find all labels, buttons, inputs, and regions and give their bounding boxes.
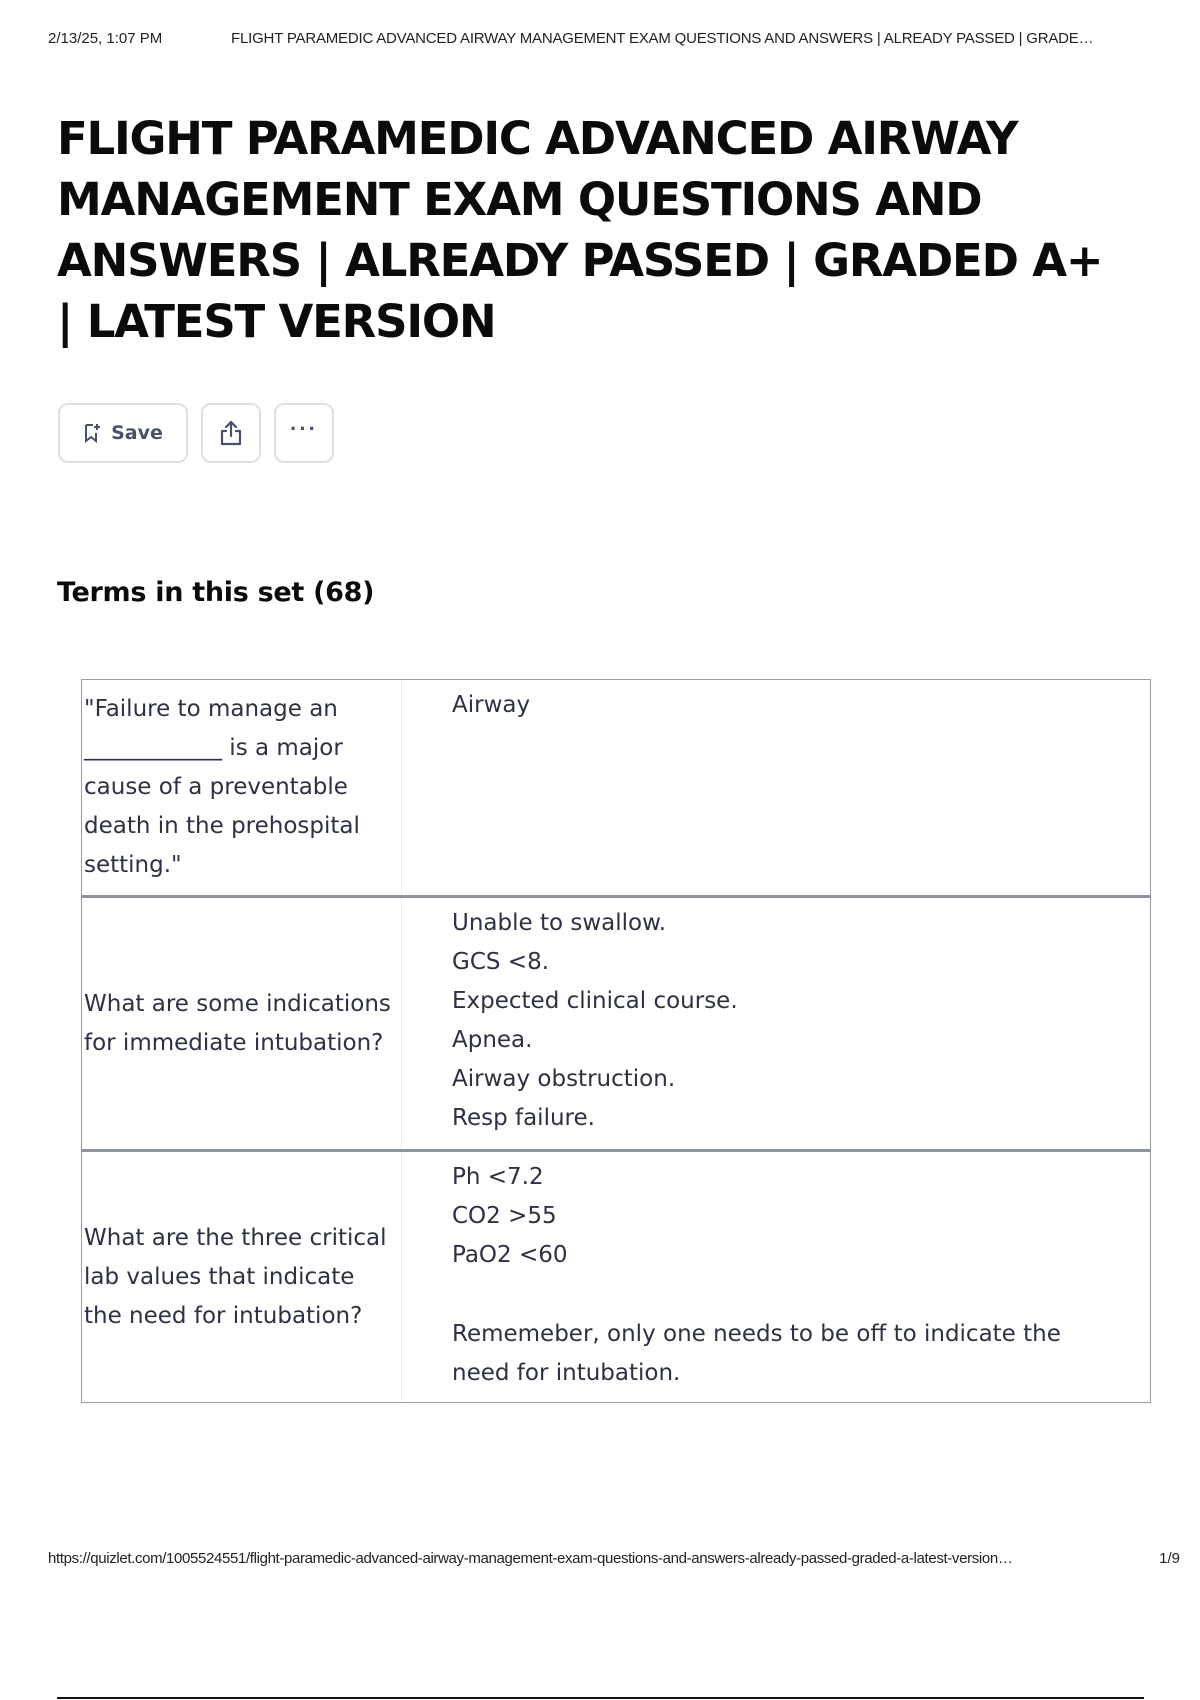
term-row: [82, 680, 1150, 895]
action-toolbar: [58, 403, 334, 463]
answer-line: Apnea.: [452, 1027, 533, 1053]
bookmark-plus-icon: [83, 423, 101, 443]
print-timestamp: 2/13/25, 1:07 PM: [48, 30, 163, 47]
term-answer: [402, 898, 1150, 1149]
answer-spacer: [452, 1275, 1130, 1315]
answer-line: Airway obstruction.: [452, 1066, 676, 1092]
answer-line: CO2 >55: [452, 1203, 557, 1229]
answer-line: Ph <7.2: [452, 1164, 544, 1190]
more-options-button[interactable]: [274, 403, 334, 463]
answer-line: PaO2 <60: [452, 1242, 568, 1268]
answer-line: Unable to swallow.: [452, 910, 667, 936]
answer-line: Airway: [452, 692, 531, 718]
save-button-label: Save: [111, 422, 163, 444]
terms-table: [81, 679, 1151, 1403]
page-title: FLIGHT PARAMEDIC ADVANCED AIRWAY MANAGEMENT EXAM QUESTIONS AND ANSWERS | ALREADY PASSED | GRADED A+ | LATEST VERSION: [57, 112, 1103, 348]
term-answer: [402, 680, 1150, 895]
term-row: [82, 1149, 1150, 1402]
more-horizontal-icon: ···: [290, 416, 318, 441]
print-header: [48, 30, 1180, 52]
share-icon: [217, 419, 245, 447]
share-button[interactable]: [201, 403, 261, 463]
terms-heading: Terms in this set (68): [57, 577, 375, 608]
print-footer: [48, 1550, 1180, 1572]
print-url: https://quizlet.com/1005524551/flight-paramedic-advanced-airway-management-exam-questions-and-answers-already-passed-graded-a-latest-version…: [48, 1550, 1013, 1567]
term-question: What are the three critical lab values that indicate the need for intubation?: [82, 1152, 402, 1402]
term-question: "Failure to manage an ____________ is a major cause of a preventable death in the prehospital setting.": [82, 680, 402, 895]
page-number: 1/9: [1159, 1550, 1180, 1567]
term-row: [82, 895, 1150, 1149]
term-question: What are some indications for immediate intubation?: [82, 898, 402, 1149]
answer-line: need for intubation.: [452, 1360, 681, 1386]
answer-line: Expected clinical course.: [452, 988, 738, 1014]
save-button[interactable]: [58, 403, 188, 463]
answer-line: GCS <8.: [452, 949, 550, 975]
answer-line: Rememeber, only one needs to be off to indicate the: [452, 1321, 1061, 1347]
page-divider: [57, 1697, 1144, 1699]
term-answer: [402, 1152, 1150, 1402]
answer-line: Resp failure.: [452, 1105, 595, 1131]
print-document-title: FLIGHT PARAMEDIC ADVANCED AIRWAY MANAGEMENT EXAM QUESTIONS AND ANSWERS | ALREADY PASSED | GRADE…: [231, 30, 1094, 47]
